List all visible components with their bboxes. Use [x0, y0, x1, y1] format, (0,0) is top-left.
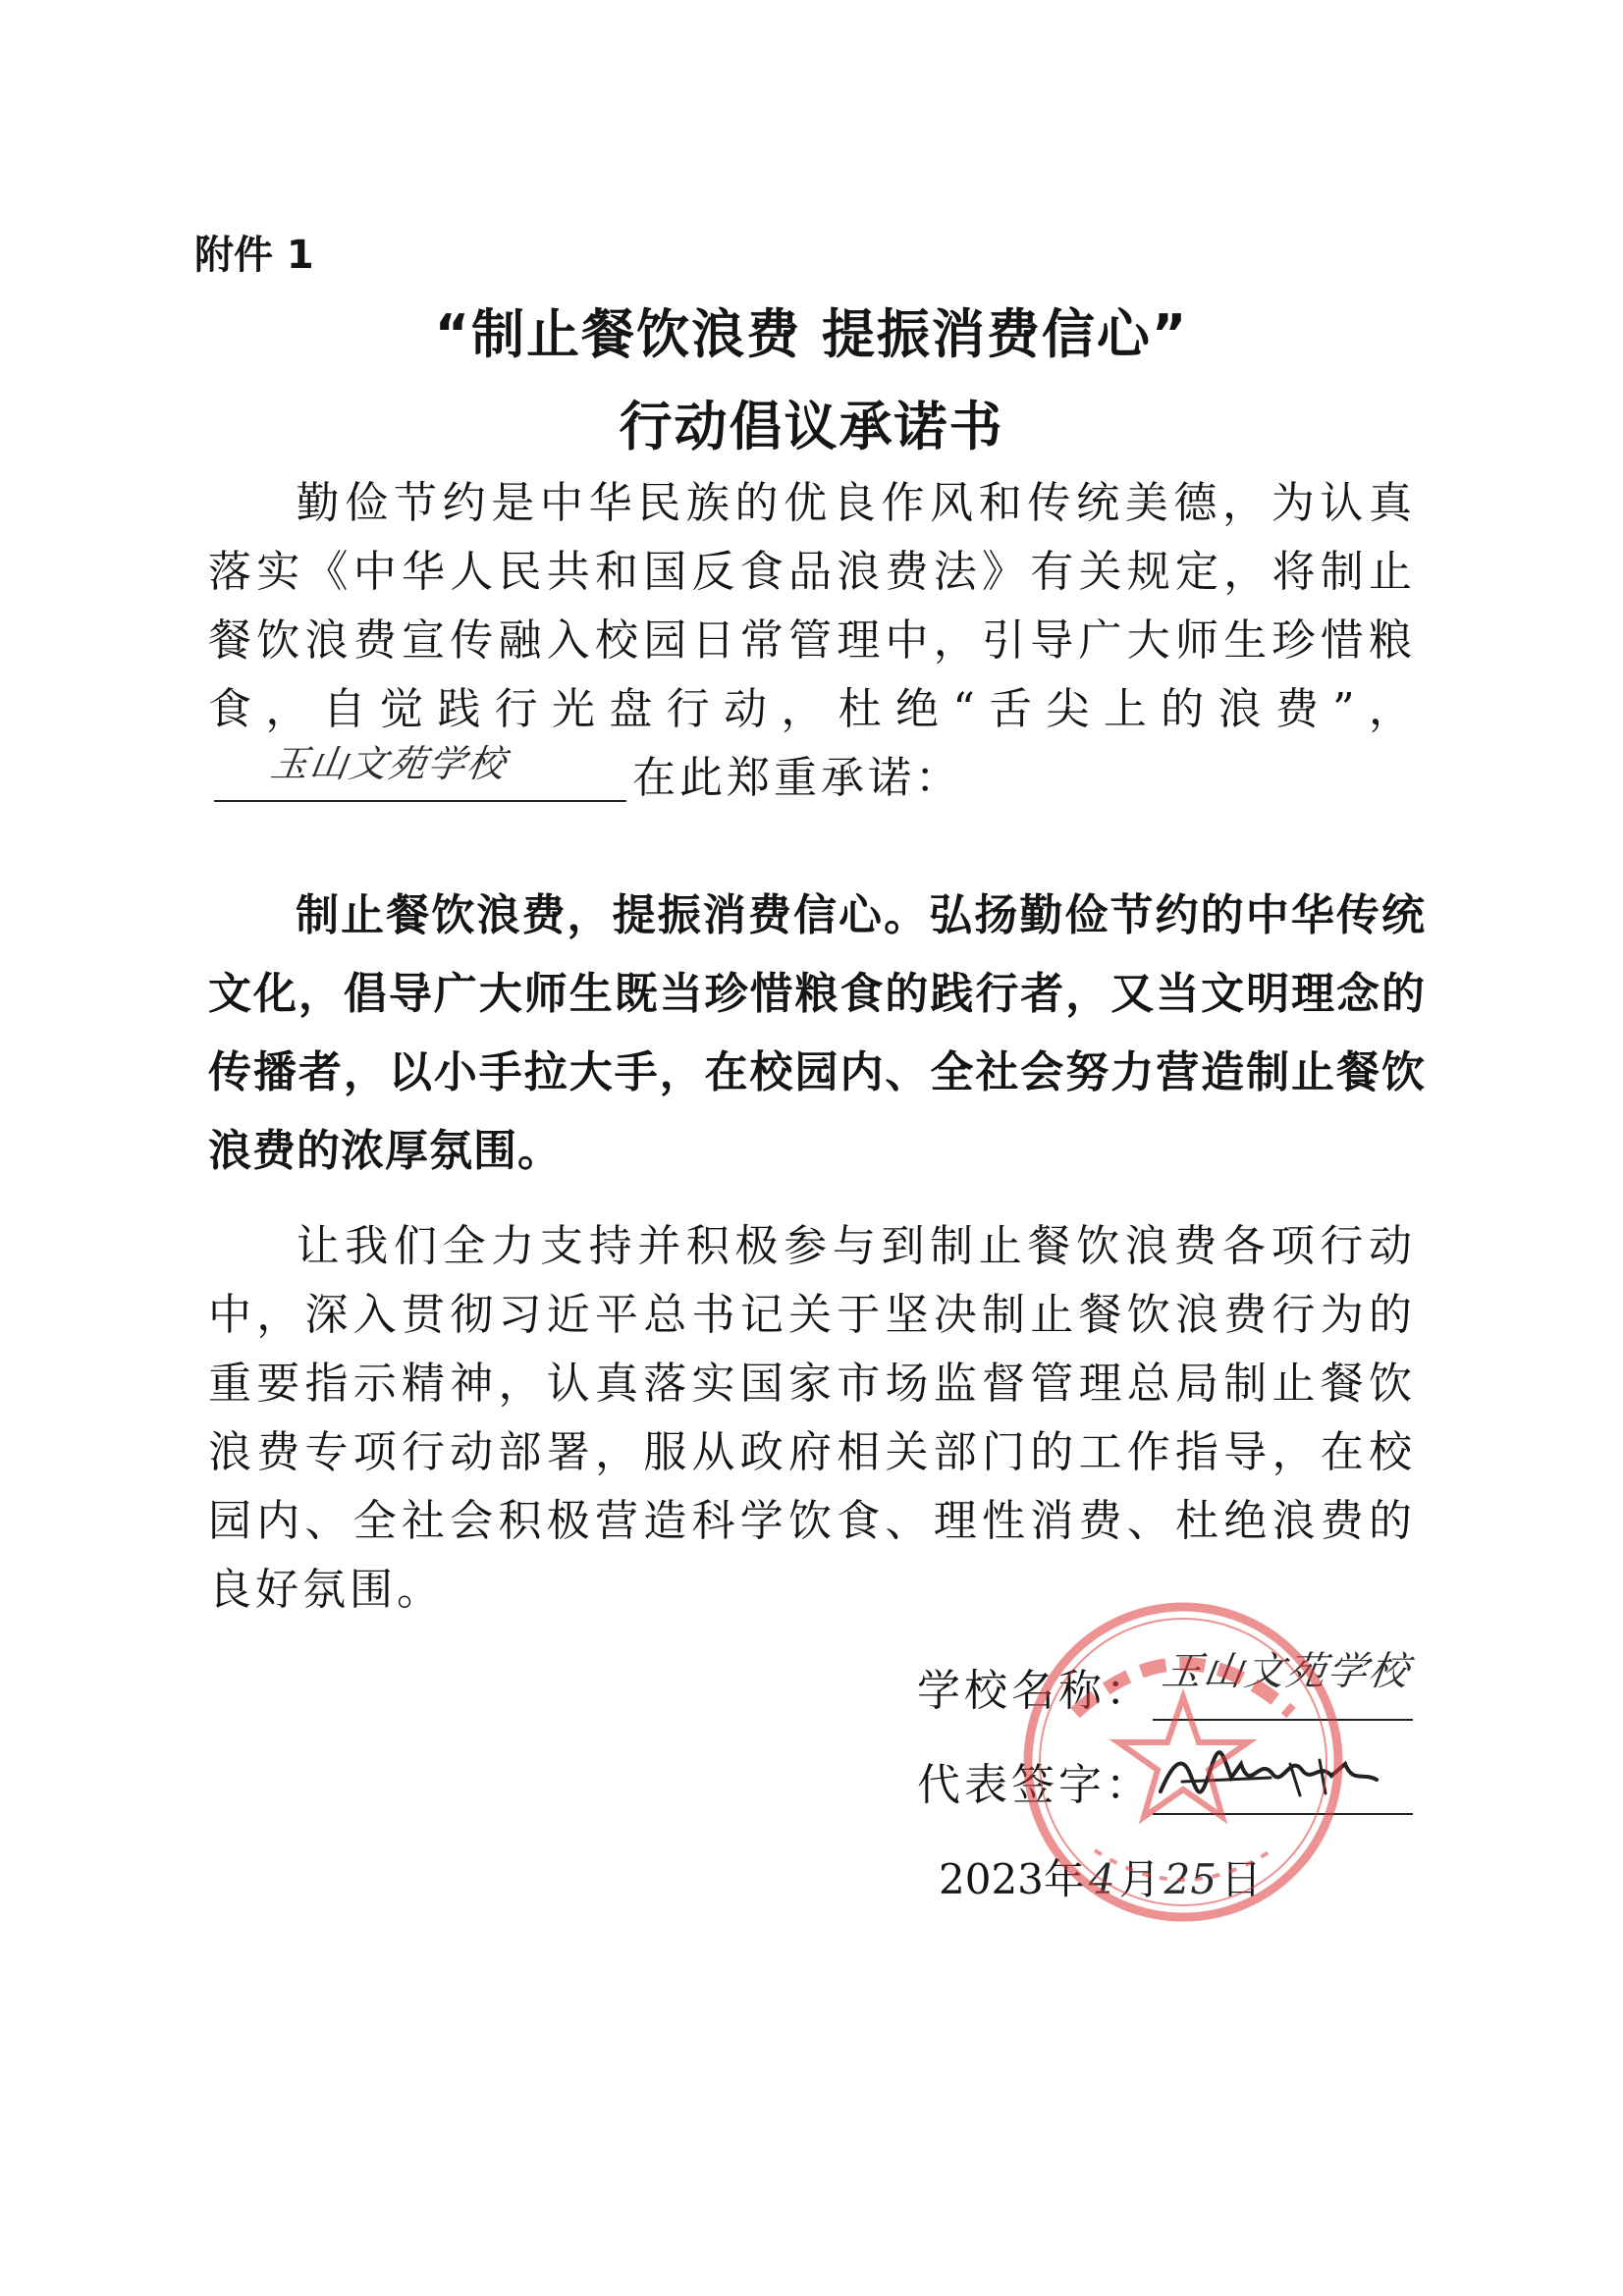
school-name-blank: [214, 742, 626, 802]
handwritten-school-value: 玉山文苑学校: [1159, 1649, 1414, 1694]
commitment-paragraph: [208, 877, 1426, 1191]
signature-block: [917, 1644, 1467, 1927]
commitment-text: 制止餐饮浪费，提振消费信心。弘扬勤俭节约的中华传统文化，倡导广大师生既当珍惜粮食的践行者，又当文明理念的传播者，以小手拉大手，在校园内、全社会努力营造制止餐饮浪费的浓厚氛围。: [208, 890, 1426, 1176]
school-name-row: [917, 1644, 1467, 1738]
handwritten-school-name: 玉山文苑学校: [267, 742, 511, 785]
intro-text-after: 在此郑重承诺：: [632, 753, 962, 803]
date-month: 4: [1088, 1855, 1115, 1903]
school-name-value-field: [1153, 1650, 1413, 1721]
support-text: 让我们全力支持并积极参与到制止餐饮浪费各项行动中，深入贯彻习近平总书记关于坚决制止餐饮浪费行为的重要指示精神，认真落实国家市场监督管理总局制止餐饮浪费专项行动部署，服从政府相关部门的工作指导，在校园内、全社会积极营造科学饮食、理性消费、杜绝浪费的良好氛围。: [208, 1221, 1416, 1615]
date-year: 2023: [939, 1855, 1044, 1903]
representative-row: [917, 1738, 1467, 1833]
intro-paragraph: [208, 469, 1416, 813]
support-paragraph: [208, 1212, 1416, 1625]
school-name-label: 学校名称：: [917, 1666, 1153, 1716]
document-title-line2: 行动倡议承诺书: [619, 396, 1004, 457]
intro-text-before: 勤俭节约是中华民族的优良作风和传统美德，为认真落实《中华人民共和国反食品浪费法》有关规定，将制止餐饮浪费宣传融入校园日常管理中，引导广大师生珍惜粮食，自觉践行光盘行动，杜绝“舌尖上的浪费”，: [208, 478, 1416, 734]
document-title-line1: “制止餐饮浪费 提振消费信心”: [434, 303, 1189, 365]
day-char: 日: [1220, 1855, 1263, 1903]
year-char: 年: [1043, 1855, 1085, 1903]
date-day: 25: [1163, 1855, 1217, 1903]
attachment-label: 附件 1: [194, 233, 314, 278]
month-char: 月: [1118, 1855, 1161, 1903]
representative-label: 代表签字：: [917, 1760, 1153, 1810]
representative-signature-field: [1153, 1744, 1413, 1815]
date-row: [917, 1833, 1467, 1927]
handwritten-signature-icon: [1153, 1735, 1413, 1813]
